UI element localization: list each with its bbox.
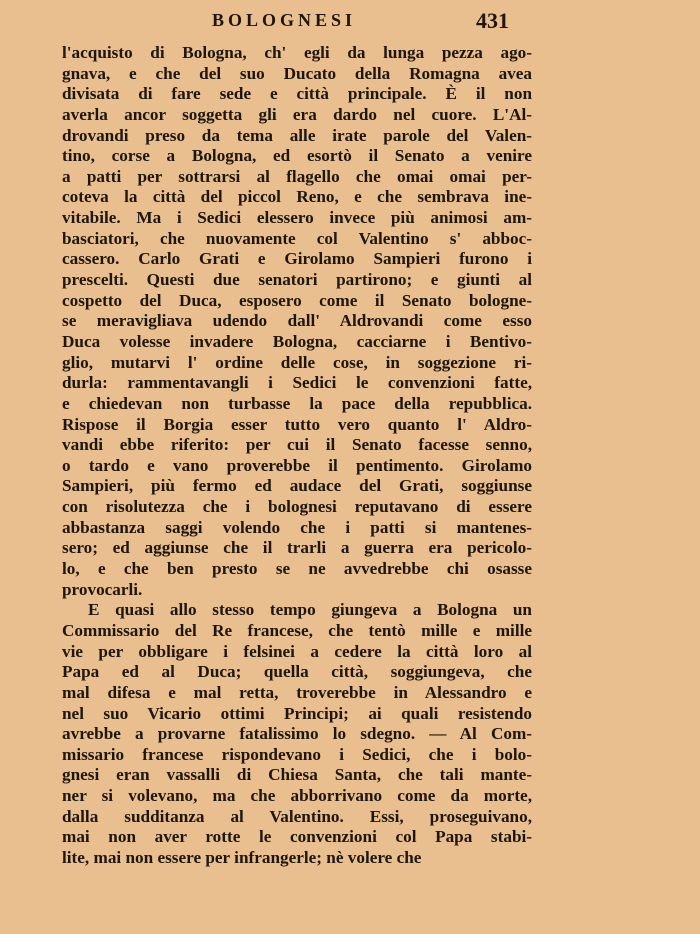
text-line: lo, e che ben presto se ne avvedrebbe chi osasse — [62, 559, 532, 579]
text-line: ner si volevano, ma che abborrivano come da morte, — [62, 786, 532, 806]
running-title: BOLOGNESI — [212, 10, 357, 30]
text-line: o tardo e vano proverebbe il pentimento. Girolamo — [62, 455, 532, 475]
text-line: Sampieri, più fermo ed audace del Grati, soggiunse — [62, 476, 532, 496]
text-line: vandi ebbe riferito: per cui il Senato facesse senno, — [62, 435, 532, 455]
page-header — [0, 8, 700, 38]
text-line: vie per obbligare i felsinei a cedere la città loro al — [62, 641, 532, 661]
text-line: Papa ed al Duca; quella città, soggiungeva, che — [62, 662, 532, 682]
page-number: 431 — [476, 8, 509, 33]
text-line: E quasi allo stesso tempo giungeva a Bologna un — [88, 600, 532, 620]
text-line: dalla sudditanza al Valentino. Essi, proseguivano, — [62, 806, 532, 826]
text-line: a patti per sottrarsi al flagello che omai omai per- — [62, 166, 532, 186]
text-line: cospetto del Duca, esposero come il Senato bologne- — [62, 290, 532, 310]
text-line: durla: rammentavangli i Sedici le convenzioni fatte, — [62, 373, 532, 393]
text-line: tino, corse a Bologna, ed esortò il Senato a venire — [62, 146, 532, 166]
text-line: basciatori, che nuovamente col Valentino s' abboc- — [62, 228, 532, 248]
text-line: con risolutezza che i bolognesi reputavano di essere — [62, 497, 532, 517]
text-line: prescelti. Questi due senatori partirono; e giunti al — [62, 270, 532, 290]
text-line: cassero. Carlo Grati e Girolamo Sampieri furono i — [62, 249, 532, 269]
text-line: gnesi eran vassalli di Chiesa Santa, che tali mante- — [62, 765, 532, 785]
text-line: mal difesa e mal retta, troverebbe in Alessandro e — [62, 682, 532, 702]
paragraph — [62, 600, 532, 868]
text-line: vitabile. Ma i Sedici elessero invece più animosi am- — [62, 208, 532, 228]
text-line: Commissario del Re francese, che tentò mille e mille — [62, 620, 532, 640]
text-line: nel suo Vicario ottimi Principi; ai quali resistendo — [62, 703, 532, 723]
text-line: abbastanza saggi volendo che i patti si mantenes- — [62, 517, 532, 537]
text-line: e chiedevan non turbasse la pace della repubblica. — [62, 393, 532, 413]
text-line: coteva la città del piccol Reno, e che sembrava ine- — [62, 187, 532, 207]
text-line: gnava, e che del suo Ducato della Romagna avea — [62, 63, 532, 83]
text-line: divisata di fare sede e città principale. È il non — [62, 84, 532, 104]
text-line: missario francese rispondevano i Sedici, che i bolo- — [62, 744, 532, 764]
text-line: Duca volesse invadere Bologna, cacciarne i Bentivo- — [62, 331, 532, 351]
text-line: avrebbe a provarne fatalissimo lo sdegno. — Al Com- — [62, 724, 532, 744]
text-line: lite, mai non essere per infrangerle; nè volere che — [62, 847, 422, 867]
text-line: l'acquisto di Bologna, ch' egli da lunga pezza ago- — [62, 43, 532, 62]
text-line: Rispose il Borgia esser tutto vero quanto l' Aldro- — [62, 414, 532, 434]
text-line: se meravigliava udendo dall' Aldrovandi come esso — [62, 311, 532, 331]
text-line: provocarli. — [62, 579, 143, 599]
text-line: sero; ed aggiunse che il trarli a guerra era pericolo- — [62, 538, 532, 558]
paragraph — [62, 43, 532, 600]
text-line: drovandi preso da tema alle irate parole del Valen- — [62, 125, 532, 145]
text-line: glio, mutarvi l' ordine delle cose, in soggezione ri- — [62, 352, 532, 372]
body-text — [62, 43, 532, 869]
text-line: mai non aver rotte le convenzioni col Papa stabi- — [62, 827, 532, 847]
text-line: averla ancor soggetta gli era dardo nel cuore. L'Al- — [62, 104, 532, 124]
